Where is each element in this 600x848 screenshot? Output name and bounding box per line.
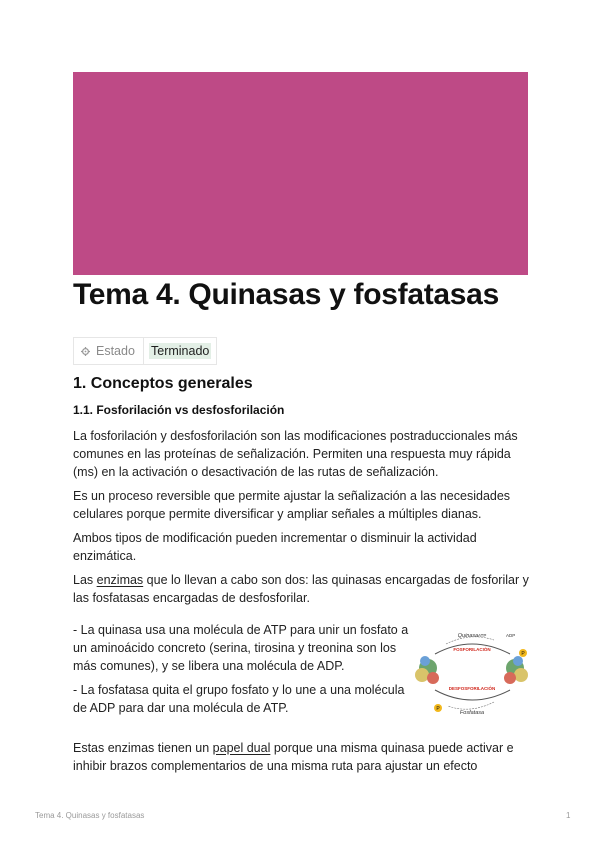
papel-dual-link[interactable]: papel dual [212, 741, 271, 755]
paragraph-4 [73, 571, 533, 607]
paragraph-2: Es un proceso reversible que permite ajustar la señalización a las necesidades celulares porque permite diversificar y ampliar señales a múltiples dianas. [73, 489, 511, 521]
lower-arrow [435, 690, 510, 700]
phosphorylation-diagram [410, 628, 535, 718]
adp-label: ADP [506, 633, 516, 638]
property-row [73, 337, 217, 365]
diagram-upper-label: FOSFORILACIÓN [453, 647, 491, 652]
protein-right-icon [504, 656, 528, 684]
footer-title: Tema 4. Quinasas y fosfatasas [35, 811, 145, 820]
atp-label: ATP [478, 633, 487, 638]
page-title: Tema 4. Quinasas y fosfatasas [73, 278, 499, 311]
paragraph-7 [73, 739, 533, 775]
property-key-label: Estado [96, 344, 135, 358]
section-heading: 1. Conceptos generales [73, 375, 253, 392]
paragraph-7-text: Estas enzimas tienen un [73, 741, 213, 755]
property-value [144, 338, 216, 364]
enzimas-link[interactable]: enzimas [96, 573, 144, 587]
paragraph-4-text-end: que lo llevan a cabo son dos: las quinasas encargadas de fosforilar y las fosfatasas encargadas de desfosforilar. [73, 573, 529, 605]
paragraph-6: - La fosfatasa quita el grupo fosfato y lo une a una molécula de ADP para dar una molécula de ATP. [73, 683, 405, 715]
paragraph-7-text-end: porque una misma quinasa puede activar e inhibir brazos complementarios de una misma ruta para ajustar un efecto [73, 741, 514, 773]
diagram-top-label: Quinasa [457, 633, 479, 639]
subsection-heading: 1.1. Fosforilación vs desfosforilación [73, 403, 285, 417]
paragraph-4-text: Las [73, 573, 97, 587]
diagram-bottom-label: Fosfatasa [459, 710, 485, 716]
protein-left-icon [415, 656, 439, 684]
diagram-lower-label: DESFOSFORILACIÓN [448, 686, 496, 691]
footer-page-number: 1 [566, 811, 571, 820]
paragraph-5: - La quinasa usa una molécula de ATP para unir un fosfato a un aminoácido concreto (serina, tirosina y treonina son los más comunes), y se libera una molécula de ADP. [73, 623, 409, 673]
gear-icon [81, 347, 90, 356]
phosphate-label-left: P [436, 706, 440, 712]
phosphate-label-right: P [521, 651, 525, 657]
cover-banner [73, 72, 528, 275]
paragraph-3: Ambos tipos de modificación pueden incrementar o disminuir la actividad enzimática. [73, 531, 477, 563]
property-key [74, 338, 144, 364]
paragraph-1: La fosforilación y desfosforilación son las modificaciones postraduccionales más comunes en las proteínas de señalización. Permiten una respuesta muy rápida (ms) en la activación o desactivación de las rutas de señalización. [73, 429, 518, 479]
status-badge: Terminado [151, 344, 210, 358]
